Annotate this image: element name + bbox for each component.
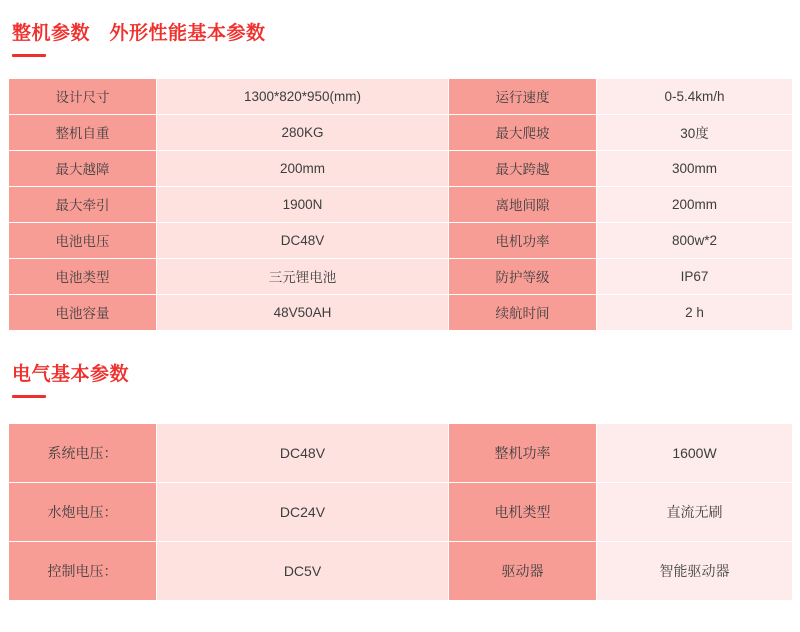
row-value-left: 200mm (157, 150, 449, 186)
row-value-left: 48V50AH (157, 294, 449, 330)
row-value-right: 直流无刷 (597, 482, 793, 541)
row-value-right: 2 h (597, 294, 793, 330)
row-label-right: 整机功率 (449, 423, 597, 482)
table-row (9, 150, 793, 186)
row-label-right: 运行速度 (449, 78, 597, 114)
row-label-left: 控制电压： (9, 541, 157, 600)
row-value-left: 280KG (157, 114, 449, 150)
row-label-right: 离地间隙 (449, 186, 597, 222)
row-value-right: 800w*2 (597, 222, 793, 258)
table-row (9, 222, 793, 258)
row-label-left: 电池类型 (9, 258, 157, 294)
table-row (9, 482, 793, 541)
row-value-left: 三元锂电池 (157, 258, 449, 294)
row-label-left: 最大牵引 (9, 186, 157, 222)
row-value-right: 300mm (597, 150, 793, 186)
row-value-right: IP67 (597, 258, 793, 294)
overall-parameters-table (8, 78, 793, 331)
row-value-left: DC5V (157, 541, 449, 600)
row-label-right: 防护等级 (449, 258, 597, 294)
row-value-left: DC48V (157, 423, 449, 482)
row-label-left: 电池电压 (9, 222, 157, 258)
title-underline (12, 395, 46, 398)
row-label-left: 水炮电压： (9, 482, 157, 541)
row-value-right: 200mm (597, 186, 793, 222)
table-row (9, 294, 793, 330)
title-underline (12, 54, 46, 57)
electrical-parameters-table (8, 423, 793, 601)
row-value-right: 0-5.4km/h (597, 78, 793, 114)
row-value-left: DC48V (157, 222, 449, 258)
table-row (9, 423, 793, 482)
row-value-left: DC24V (157, 482, 449, 541)
row-value-right: 智能驱动器 (597, 541, 793, 600)
row-label-right: 电机功率 (449, 222, 597, 258)
row-label-left: 整机自重 (9, 114, 157, 150)
row-label-right: 电机类型 (449, 482, 597, 541)
row-value-left: 1300*820*950(mm) (157, 78, 449, 114)
table-row (9, 114, 793, 150)
section-header-electrical (8, 331, 792, 398)
row-label-right: 驱动器 (449, 541, 597, 600)
table-row (9, 258, 793, 294)
row-value-right: 30度 (597, 114, 793, 150)
table-row (9, 78, 793, 114)
page-title: 整机参数 外形性能基本参数 (12, 23, 266, 44)
row-label-right: 续航时间 (449, 294, 597, 330)
row-label-right: 最大跨越 (449, 150, 597, 186)
row-label-left: 设计尺寸 (9, 78, 157, 114)
table-row (9, 186, 793, 222)
section-title-electrical: 电气基本参数 (12, 363, 130, 385)
row-label-left: 系统电压： (9, 423, 157, 482)
row-value-left: 1900N (157, 186, 449, 222)
row-value-right: 1600W (597, 423, 793, 482)
section-header-overall (8, 0, 792, 57)
table-row (9, 541, 793, 600)
row-label-left: 最大越障 (9, 150, 157, 186)
row-label-right: 最大爬坡 (449, 114, 597, 150)
row-label-left: 电池容量 (9, 294, 157, 330)
